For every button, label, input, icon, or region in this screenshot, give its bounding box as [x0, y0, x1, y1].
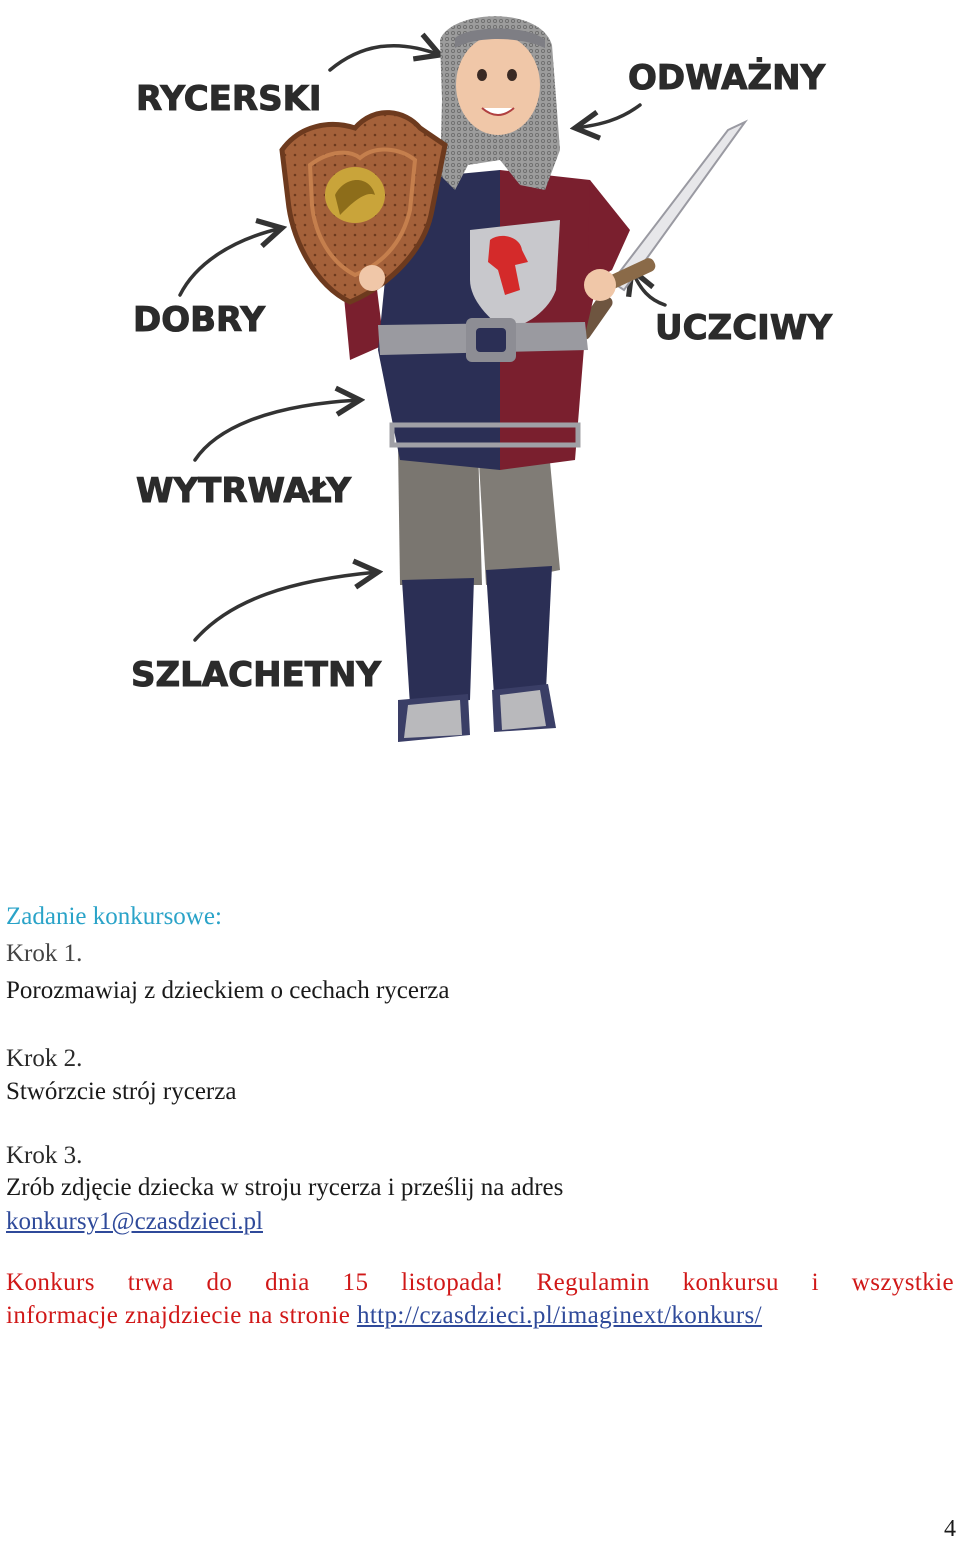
step1-label: Krok 1.: [6, 940, 83, 967]
trait-dobry: DOBRY: [133, 300, 265, 340]
notice-line-2: [6, 1299, 954, 1332]
trait-wytrwaly: WYTRWAŁY: [136, 471, 351, 511]
contest-url-link[interactable]: http://czasdzieci.pl/imaginext/konkurs/: [356, 1302, 763, 1329]
notice-line-2-prefix: informacje znajdziecie na stronie: [6, 1302, 351, 1329]
step3-text: Zrób zdjęcie dziecka w stroju rycerza i prześlij na adres: [6, 1174, 564, 1201]
email-link[interactable]: konkursy1@czasdzieci.pl: [6, 1208, 263, 1235]
task-heading: Zadanie konkursowe:: [6, 903, 222, 930]
step1-text: Porozmawiaj z dzieckiem o cechach rycerza: [6, 977, 450, 1004]
notice-line-1: Konkurs trwa do dnia 15 listopada! Regulamin konkursu i wszystkie: [6, 1269, 954, 1296]
legs: [398, 440, 560, 742]
trait-rycerski: RYCERSKI: [136, 79, 322, 119]
arrow-odwazny: [575, 105, 640, 128]
arrow-szlachetny: [195, 572, 378, 640]
contest-notice: [6, 1266, 954, 1332]
step3-label: Krok 3.: [6, 1142, 83, 1169]
trait-szlachetny: SZLACHETNY: [131, 655, 382, 695]
trait-odwazny: ODWAŻNY: [628, 58, 826, 98]
arrow-wytrwaly: [195, 400, 360, 460]
step2-text: Stwórzcie strój rycerza: [6, 1078, 237, 1105]
page-number: 4: [944, 1516, 956, 1542]
step2-label: Krok 2.: [6, 1045, 83, 1072]
arrow-rycerski: [330, 46, 440, 70]
trait-uczciwy: UCZCIWY: [655, 308, 832, 348]
arrow-dobry: [180, 228, 282, 295]
chainmail-hood: [440, 16, 560, 190]
